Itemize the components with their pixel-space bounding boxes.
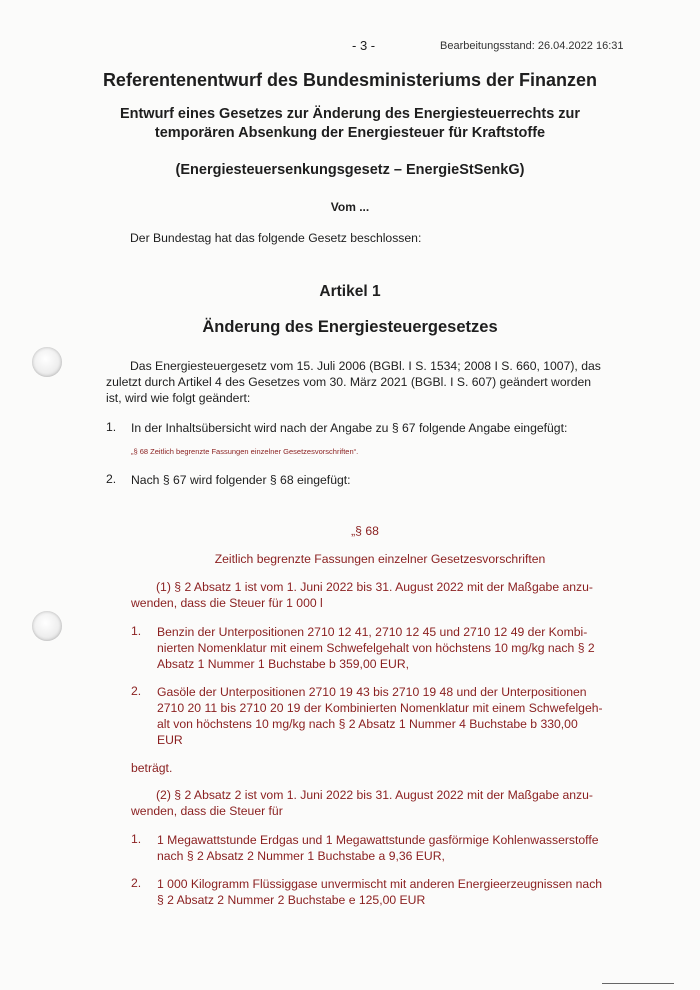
- revision-status: Bearbeitungsstand: 26.04.2022 16:31: [440, 40, 624, 52]
- abs1-item-2-line-4: EUR: [157, 733, 183, 747]
- date-line: Vom ...: [330, 200, 370, 214]
- item-1-text: In der Inhaltsübersicht wird nach der Angabe zu § 67 folgende Angabe eingefügt:: [131, 421, 568, 435]
- footer-rule: [602, 983, 674, 984]
- abs2-item-1-line-1: 1 Megawattstunde Erdgas und 1 Megawattstunde gasförmige Kohlenwasserstoffe: [157, 833, 599, 847]
- item-2-number: 2.: [106, 472, 117, 486]
- abs2-item-2-line-2: § 2 Absatz 2 Nummer 2 Buchstabe e 125,00 EUR: [157, 893, 426, 907]
- article-intro-line-3: ist, wird wie folgt geändert:: [106, 391, 251, 405]
- abs1-item-1-line-3: Absatz 1 Nummer 1 Buchstabe b 359,00 EUR,: [157, 657, 410, 671]
- article-heading: Artikel 1: [319, 283, 381, 300]
- abs1-item-1-line-1: Benzin der Unterpositionen 2710 12 41, 2710 12 45 und 2710 12 49 der Kombi-: [157, 625, 588, 639]
- abs1-line-1: (1) § 2 Absatz 1 ist vom 1. Juni 2022 bis 31. August 2022 mit der Maßgabe anzu-: [156, 580, 593, 594]
- document-title: Referentenentwurf des Bundesministeriums der Finanzen: [102, 70, 598, 90]
- article-subheading: Änderung des Energiesteuergesetzes: [202, 318, 498, 336]
- abs2-line-1: (2) § 2 Absatz 2 ist vom 1. Juni 2022 bis 31. August 2022 mit der Maßgabe anzu-: [156, 788, 593, 802]
- abs1-item-2-number: 2.: [131, 684, 142, 698]
- draft-title-line-2: temporären Absenkung der Energiesteuer für Kraftstoffe: [154, 125, 546, 141]
- item-1-number: 1.: [106, 420, 117, 434]
- short-title: (Energiesteuersenkungsgesetz – EnergieStSenkG): [175, 162, 525, 178]
- abs1-item-1-number: 1.: [131, 624, 142, 638]
- abs2-item-1-line-2: nach § 2 Absatz 2 Nummer 1 Buchstabe a 9,36 EUR,: [157, 849, 445, 863]
- draft-title-line-1: Entwurf eines Gesetzes zur Änderung des Energiesteuerrechts zur: [119, 106, 581, 122]
- abs1-item-1-line-2: nierten Nomenklatur mit einem Schwefelgehalt von höchstens 10 mg/kg nach § 2: [157, 641, 595, 655]
- abs2-item-2-number: 2.: [131, 876, 142, 890]
- punch-hole-upper: [32, 347, 62, 377]
- abs1-item-2-line-3: alt von höchstens 10 mg/kg nach § 2 Absatz 1 Nummer 4 Buchstabe b 330,00: [157, 717, 578, 731]
- abs1-item-2-line-1: Gasöle der Unterpositionen 2710 19 43 bis 2710 19 48 und der Unterpositionen: [157, 685, 587, 699]
- article-intro-line-2: zuletzt durch Artikel 4 des Gesetzes vom 30. März 2021 (BGBl. I S. 607) geändert worden: [106, 375, 592, 389]
- abs1-closing: beträgt.: [131, 761, 173, 775]
- article-intro-line-1: Das Energiesteuergesetz vom 15. Juli 2006 (BGBl. I S. 1534; 2008 I S. 660, 1007), das: [130, 359, 601, 373]
- abs1-item-2-line-2: 2710 20 11 bis 2710 20 19 der Kombinierten Nomenklatur mit einem Schwefelgeh-: [157, 701, 603, 715]
- abs2-line-2: wenden, dass die Steuer für: [131, 804, 283, 818]
- item-2-text: Nach § 67 wird folgender § 68 eingefügt:: [131, 473, 351, 487]
- punch-hole-lower: [32, 611, 62, 641]
- abs2-item-2-line-1: 1 000 Kilogramm Flüssiggase unvermischt mit anderen Energieerzeugnissen nach: [157, 877, 603, 891]
- item-1-insertion: „§ 68 Zeitlich begrenzte Fassungen einzelner Gesetzesvorschriften“.: [131, 447, 359, 456]
- page-number: - 3 -: [352, 38, 376, 53]
- abs2-item-1-number: 1.: [131, 832, 142, 846]
- section-number: „§ 68: [351, 524, 379, 538]
- section-title: Zeitlich begrenzte Fassungen einzelner Gesetzesvorschriften: [214, 552, 546, 566]
- abs1-line-2: wenden, dass die Steuer für 1 000 l: [131, 596, 323, 610]
- enactment-clause: Der Bundestag hat das folgende Gesetz beschlossen:: [130, 231, 422, 245]
